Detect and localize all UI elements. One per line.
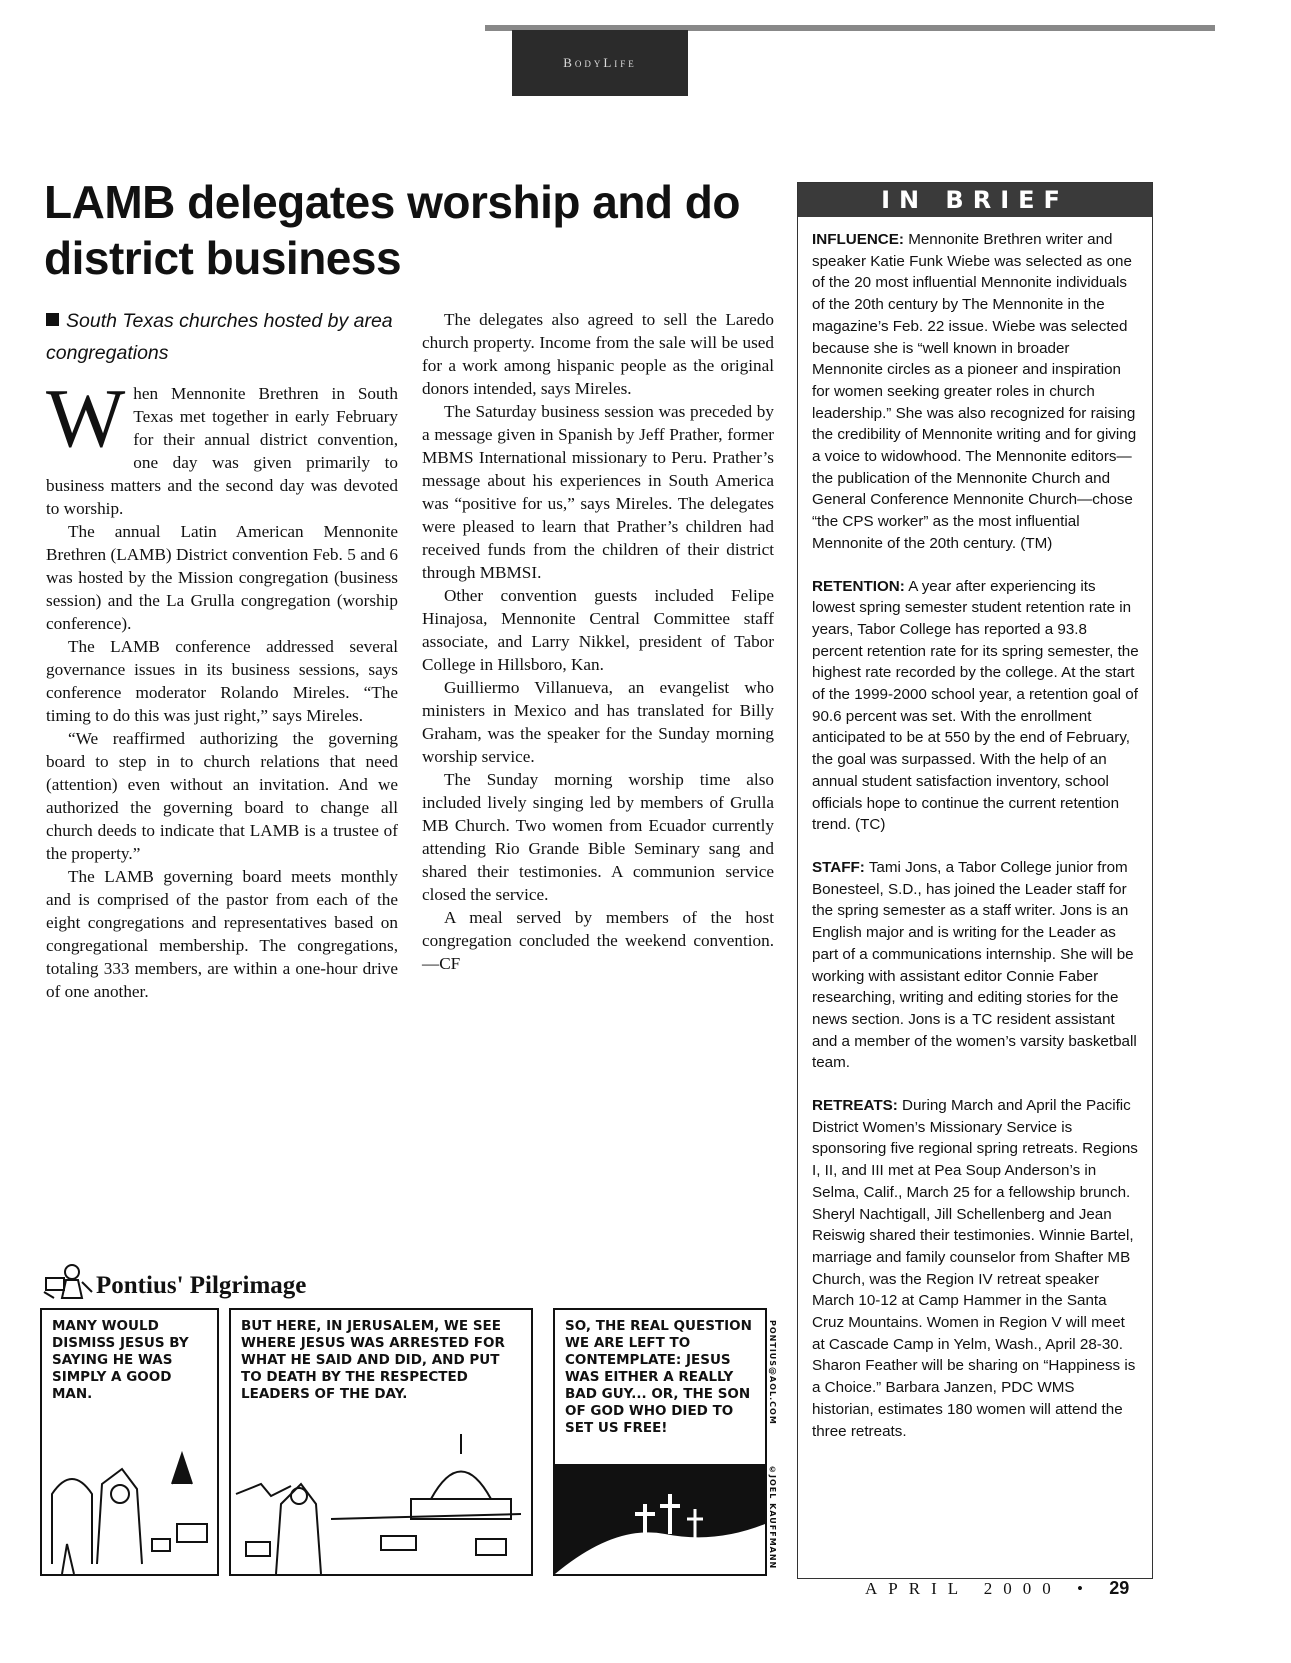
article-paragraph: The annual Latin American Mennonite Brethren (LAMB) District convention Feb. 5 and 6 was hosted by the Mission congregation (business session) and the La Grulla congregation (worship conference). xyxy=(46,522,398,633)
cartoon-panel-2 xyxy=(229,1308,533,1576)
panel-caption: BUT HERE, IN JERUSALEM, WE SEE WHERE JESUS WAS ARRESTED FOR WHAT HE SAID AND DID, AND PUT TO DEATH BY THE RESPECTED LEADERS OF THE DAY. xyxy=(241,1318,505,1402)
article-column-2 xyxy=(422,308,774,975)
deck xyxy=(46,305,396,369)
cartoon-panel-1 xyxy=(40,1308,219,1576)
article-paragraph: A meal served by members of the host congregation concluded the weekend convention. —CF xyxy=(422,908,774,973)
issue-date: APRIL 2000 • xyxy=(865,1579,1094,1598)
cartoon-credit-artist: ©JOEL KAUFFMANN xyxy=(768,1465,777,1570)
panel-caption: SO, THE REAL QUESTION WE ARE LEFT TO CONTEMPLATE: JESUS WAS EITHER A REALLY BAD GUY... OR, THE SON OF GOD WHO DIED TO SET US FREE! xyxy=(565,1318,752,1436)
in-brief-header: IN BRIEF xyxy=(798,183,1152,217)
article-paragraph: When Mennonite Brethren in South Texas met together in early February for their annual district convention, one day was given primarily to business matters and the second day was devoted to worship. xyxy=(46,372,398,518)
pilgrim-logo-icon xyxy=(42,1262,94,1300)
brief-item-staff: STAFF: Tami Jons, a Tabor College junior from Bonesteel, S.D., has joined the Leader staff for the spring semester as a staff writer. Jons is an English major and is writing for the Leader as part of a communications internship. She will be working with assistant editor Connie Faber researching, writing and editing stories for the news section. Jons is a TC resident assistant and a member of the women’s varsity basketball team. xyxy=(812,858,1137,1072)
panel-3-drawing xyxy=(555,1464,765,1574)
article-paragraph: The LAMB governing board meets monthly and is comprised of the pastor from each of the eight congregations and representatives based on congregational membership. The congregations, totaling 333 members, are within a one-hour drive of one another. xyxy=(46,867,398,1001)
panel-1-drawing xyxy=(42,1424,217,1574)
article-paragraph: The delegates also agreed to sell the Laredo church property. Income from the sale will be used for a work among hispanic people as the original donors intended, says Mireles. xyxy=(422,310,774,398)
brief-item-influence: INFLUENCE: Mennonite Brethren writer and speaker Katie Funk Wiebe was selected as one of the 20 most influential Mennonite individuals of the 20th century by The Mennonite in the magazine’s Feb. 22 issue. Wiebe was selected because she is “well known in broader Mennonite circles as a pioneer and inspiration for women seeking greater roles in church leadership.” She was also recognized for raising the credibility of Mennonite writing and for giving a voice to widowhood. The Mennonite editors—the publication of the Mennonite Church and General Conference Mennonite Church—chose “the CPS worker” as the most influential Mennonite of the 20th century. (TM) xyxy=(812,231,1137,552)
brief-item-retention: RETENTION: A year after experiencing its lowest spring semester student retention rate in years, Tabor College has reported a 93.8 percent retention rate for its spring semester, the highest rate recorded by the college. At the start of the 1999-2000 school year, a retention goal of 90.6 percent was set. With the enrollment anticipated to be at 550 by the end of February, the goal was surpassed. With the help of an annual student satisfaction inventory, school officials hope to continue the current retention trend. (TC) xyxy=(812,577,1139,834)
article-paragraph: Guilliermo Villanueva, an evangelist who ministers in Mexico and has translated for Billy Graham, was the speaker for the Sunday morning worship service. xyxy=(422,678,774,766)
in-brief-sidebar xyxy=(797,182,1153,1579)
panel-2-drawing xyxy=(231,1424,531,1574)
article-paragraph: “We reaffirmed authorizing the governing board to step in to church relations that need (attention) even without an invitation. And we authorized the governing board to change all church deeds to indicate that LAMB is a trustee of the property.” xyxy=(46,729,398,863)
bullet-square-icon xyxy=(46,313,59,326)
section-tab: BodyLife xyxy=(512,30,688,96)
drop-cap: W xyxy=(46,372,126,465)
page-footer xyxy=(865,1578,1129,1599)
page-number: 29 xyxy=(1109,1578,1130,1598)
article-paragraph: The Sunday morning worship time also included lively singing led by members of Grulla MB Church. Two women from Ecuador currently attending Rio Grande Bible Seminary sang and shared their testimonies. A communion service closed the service. xyxy=(422,770,774,904)
article-paragraph: The LAMB conference addressed several governance issues in its business sessions, says conference moderator Rolando Mireles. “The timing to do this was just right,” says Mireles. xyxy=(46,637,398,725)
article-paragraph: The Saturday business session was preceded by a message given in Spanish by Jeff Prather, former MBMS International missionary to Peru. Prather’s message about his experiences in South America was “positive for us,” says Mireles. The delegates were pleased to learn that Prather’s children had received funds from the children of their district through MBMSI. xyxy=(422,402,774,582)
cartoon-title xyxy=(42,1262,306,1300)
article-paragraph: Other convention guests included Felipe Hinajosa, Mennonite Central Committee staff associate, and Larry Nikkel, president of Tabor College in Hillsboro, Kan. xyxy=(422,586,774,674)
panel-caption: MANY WOULD DISMISS JESUS BY SAYING HE WAS SIMPLY A GOOD MAN. xyxy=(52,1318,189,1402)
cartoon-panel-3 xyxy=(553,1308,767,1576)
cartoon-title-text: Pontius' Pilgrimage xyxy=(96,1272,307,1299)
brief-item-retreats: RETREATS: During March and April the Pacific District Women’s Missionary Service is sponsoring five regional spring retreats. Regions I, II, and III met at Pea Soup Anderson’s in Selma, Calif., March 25 for a fellowship brunch. Sheryl Nachtigall, Jill Schellenberg and Jean Reiswig shared their testimonies. Winnie Bartel, marriage and family counselor from Shafter MB Church, was the Region IV retreat speaker March 10-12 at Camp Hammer in the Santa Cruz Mountains. Women in Region V will meet at Cascade Camp in Yelm, Wash., April 28-30. Sharon Feather will be sharing on “Happiness is a Choice.” Barbara Janzen, PDC WMS historian, estimates 180 women will attend the three retreats. xyxy=(812,1097,1138,1440)
cartoon-credit-url: PONTIUS@AOL.COM xyxy=(768,1320,777,1425)
headline: LAMB delegates worship and do district business xyxy=(44,176,741,284)
article-column-1 xyxy=(46,372,398,1003)
in-brief-body xyxy=(798,217,1152,1442)
deck-text: South Texas churches hosted by area congregations xyxy=(46,310,393,364)
